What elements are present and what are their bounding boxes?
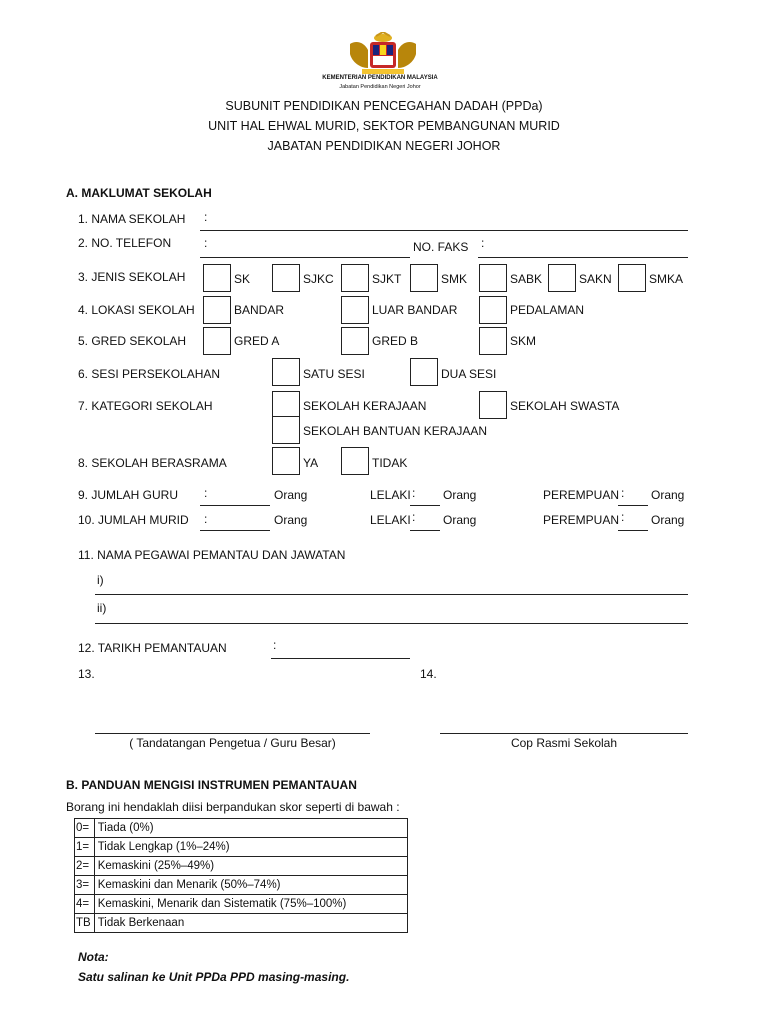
q12-label: 12. TARIKH PEMANTAUAN <box>78 641 227 655</box>
gred-b-label: GRED B <box>372 334 419 348</box>
pegawai-1-field[interactable] <box>95 594 688 595</box>
asrama-tidak-label: TIDAK <box>372 456 408 470</box>
murid-orang-label: Orang <box>274 513 308 527</box>
table-row <box>75 895 408 914</box>
checkbox-gred-a[interactable] <box>203 327 231 355</box>
sesi-dua-label: DUA SESI <box>441 367 497 381</box>
ministry-name: KEMENTERIAN PENDIDIKAN MALAYSIA <box>322 75 438 81</box>
section-b-title: B. PANDUAN MENGISI INSTRUMEN PEMANTAUAN <box>66 778 357 792</box>
lokasi-bandar-label: BANDAR <box>234 303 285 317</box>
q4-label: 4. LOKASI SEKOLAH <box>78 303 195 317</box>
q13-label: 13. <box>78 667 95 681</box>
kategori-swasta-label: SEKOLAH SWASTA <box>510 399 620 413</box>
score-code: 2= <box>75 857 95 876</box>
checkbox-skm[interactable] <box>479 327 507 355</box>
q5-label: 5. GRED SEKOLAH <box>78 334 187 348</box>
tarikh-field[interactable] <box>271 658 410 659</box>
pegawai-2-field[interactable] <box>95 623 688 624</box>
checkbox-smk[interactable] <box>410 264 438 292</box>
q14-label: 14. <box>420 667 437 681</box>
gred-skm-label: SKM <box>510 334 537 348</box>
jata-negara-crest <box>340 32 426 76</box>
jenis-smk-label: SMK <box>441 272 468 286</box>
guru-lelaki-field[interactable] <box>410 505 440 506</box>
score-desc: Tidak Berkenaan <box>94 914 407 933</box>
title-line-1: SUBUNIT PENDIDIKAN PENCEGAHAN DADAH (PPDa) <box>225 99 543 113</box>
score-code: 3= <box>75 876 95 895</box>
q9-colon: : <box>204 486 208 500</box>
murid-lelaki-field[interactable] <box>410 530 440 531</box>
title-line-2: UNIT HAL EHWAL MURID, SEKTOR PEMBANGUNAN MURID <box>208 119 560 133</box>
table-row <box>75 876 408 895</box>
checkbox-dua-sesi[interactable] <box>410 358 438 386</box>
checkbox-sjkc[interactable] <box>272 264 300 292</box>
fax-field[interactable] <box>478 257 688 258</box>
checkbox-sekolah-kerajaan[interactable] <box>272 391 300 419</box>
score-desc: Tiada (0%) <box>94 819 407 838</box>
murid-perempuan-colon: : <box>621 510 625 524</box>
signature-caption: ( Tandatangan Pengetua / Guru Besar) <box>129 736 336 750</box>
guru-perempuan-field[interactable] <box>618 505 648 506</box>
guru-lelaki-colon: : <box>412 486 416 500</box>
jenis-smka-label: SMKA <box>649 272 684 286</box>
nota-text: Satu salinan ke Unit PPDa PPD masing-masing. <box>78 970 350 984</box>
checkbox-sekolah-bantuan-kerajaan[interactable] <box>272 416 300 444</box>
section-b-intro: Borang ini hendaklah diisi berpandukan skor seperti di bawah : <box>66 800 400 814</box>
guru-orang-label: Orang <box>274 488 308 502</box>
checkbox-pedalaman[interactable] <box>479 296 507 324</box>
kategori-bantuan-label: SEKOLAH BANTUAN KERAJAAN <box>303 424 488 438</box>
score-code: 0= <box>75 819 95 838</box>
pegawai-1-label: i) <box>97 573 104 587</box>
score-code: 4= <box>75 895 95 914</box>
signature-line[interactable] <box>95 733 370 734</box>
jenis-sjkc-label: SJKC <box>303 272 334 286</box>
score-desc: Tidak Lengkap (1%–24%) <box>94 838 407 857</box>
q10-colon: : <box>204 512 208 526</box>
q10-label: 10. JUMLAH MURID <box>78 513 189 527</box>
jenis-sk-label: SK <box>234 272 251 286</box>
table-row <box>75 819 408 838</box>
murid-lelaki-orang: Orang <box>443 513 477 527</box>
guru-total-field[interactable] <box>200 505 270 506</box>
murid-lelaki-label: LELAKI <box>370 513 411 527</box>
murid-perempuan-field[interactable] <box>618 530 648 531</box>
score-code: TB <box>75 914 95 933</box>
score-desc: Kemaskini (25%–49%) <box>94 857 407 876</box>
score-desc: Kemaskini dan Menarik (50%–74%) <box>94 876 407 895</box>
guru-perempuan-colon: : <box>621 486 625 500</box>
score-desc: Kemaskini, Menarik dan Sistematik (75%–100%) <box>94 895 407 914</box>
stamp-line[interactable] <box>440 733 688 734</box>
score-table <box>74 818 408 933</box>
jenis-sakn-label: SAKN <box>579 272 612 286</box>
table-row <box>75 914 408 933</box>
checkbox-sk[interactable] <box>203 264 231 292</box>
q11-label: 11. NAMA PEGAWAI PEMANTAU DAN JAWATAN <box>78 548 346 562</box>
checkbox-gred-b[interactable] <box>341 327 369 355</box>
q7-label: 7. KATEGORI SEKOLAH <box>78 399 213 413</box>
q1-colon: : <box>204 210 208 224</box>
sesi-satu-label: SATU SESI <box>303 367 365 381</box>
q9-label: 9. JUMLAH GURU <box>78 488 179 502</box>
school-name-field[interactable] <box>200 230 688 231</box>
q2-colon: : <box>204 236 208 250</box>
section-a-title: A. MAKLUMAT SEKOLAH <box>66 186 212 200</box>
q2-label: 2. NO. TELEFON <box>78 236 172 250</box>
lokasi-pedalaman-label: PEDALAMAN <box>510 303 585 317</box>
murid-perempuan-label: PEREMPUAN <box>543 513 620 527</box>
q1-label: 1. NAMA SEKOLAH <box>78 212 186 226</box>
q12-colon: : <box>273 638 277 652</box>
checkbox-smka[interactable] <box>618 264 646 292</box>
murid-perempuan-orang: Orang <box>651 513 685 527</box>
checkbox-bandar[interactable] <box>203 296 231 324</box>
department-name: Jabatan Pendidikan Negeri Johor <box>339 84 421 90</box>
stamp-caption: Cop Rasmi Sekolah <box>510 736 618 750</box>
score-code: 1= <box>75 838 95 857</box>
jenis-sjkt-label: SJKT <box>372 272 402 286</box>
lokasi-luar-bandar-label: LUAR BANDAR <box>372 303 458 317</box>
title-line-3: JABATAN PENDIDIKAN NEGERI JOHOR <box>267 139 501 153</box>
table-row <box>75 838 408 857</box>
murid-total-field[interactable] <box>200 530 270 531</box>
jenis-sabk-label: SABK <box>510 272 543 286</box>
checkbox-asrama-tidak[interactable] <box>341 447 369 475</box>
table-row <box>75 857 408 876</box>
guru-lelaki-orang: Orang <box>443 488 477 502</box>
telephone-field[interactable] <box>200 257 410 258</box>
pegawai-2-label: ii) <box>97 601 107 615</box>
q8-label: 8. SEKOLAH BERASRAMA <box>78 456 227 470</box>
fax-colon: : <box>481 236 485 250</box>
q3-label: 3. JENIS SEKOLAH <box>78 270 186 284</box>
murid-lelaki-colon: : <box>412 510 416 524</box>
fax-label: NO. FAKS <box>413 240 469 254</box>
gred-a-label: GRED A <box>234 334 280 348</box>
checkbox-sjkt[interactable] <box>341 264 369 292</box>
kategori-kerajaan-label: SEKOLAH KERAJAAN <box>303 399 427 413</box>
asrama-ya-label: YA <box>303 456 319 470</box>
nota-title: Nota: <box>78 950 109 964</box>
guru-lelaki-label: LELAKI <box>370 488 411 502</box>
q6-label: 6. SESI PERSEKOLAHAN <box>78 367 221 381</box>
checkbox-luar-bandar[interactable] <box>341 296 369 324</box>
checkbox-sabk[interactable] <box>479 264 507 292</box>
form-title <box>0 96 768 156</box>
checkbox-sakn[interactable] <box>548 264 576 292</box>
guru-perempuan-orang: Orang <box>651 488 685 502</box>
checkbox-sekolah-swasta[interactable] <box>479 391 507 419</box>
checkbox-satu-sesi[interactable] <box>272 358 300 386</box>
checkbox-asrama-ya[interactable] <box>272 447 300 475</box>
guru-perempuan-label: PEREMPUAN <box>543 488 620 502</box>
